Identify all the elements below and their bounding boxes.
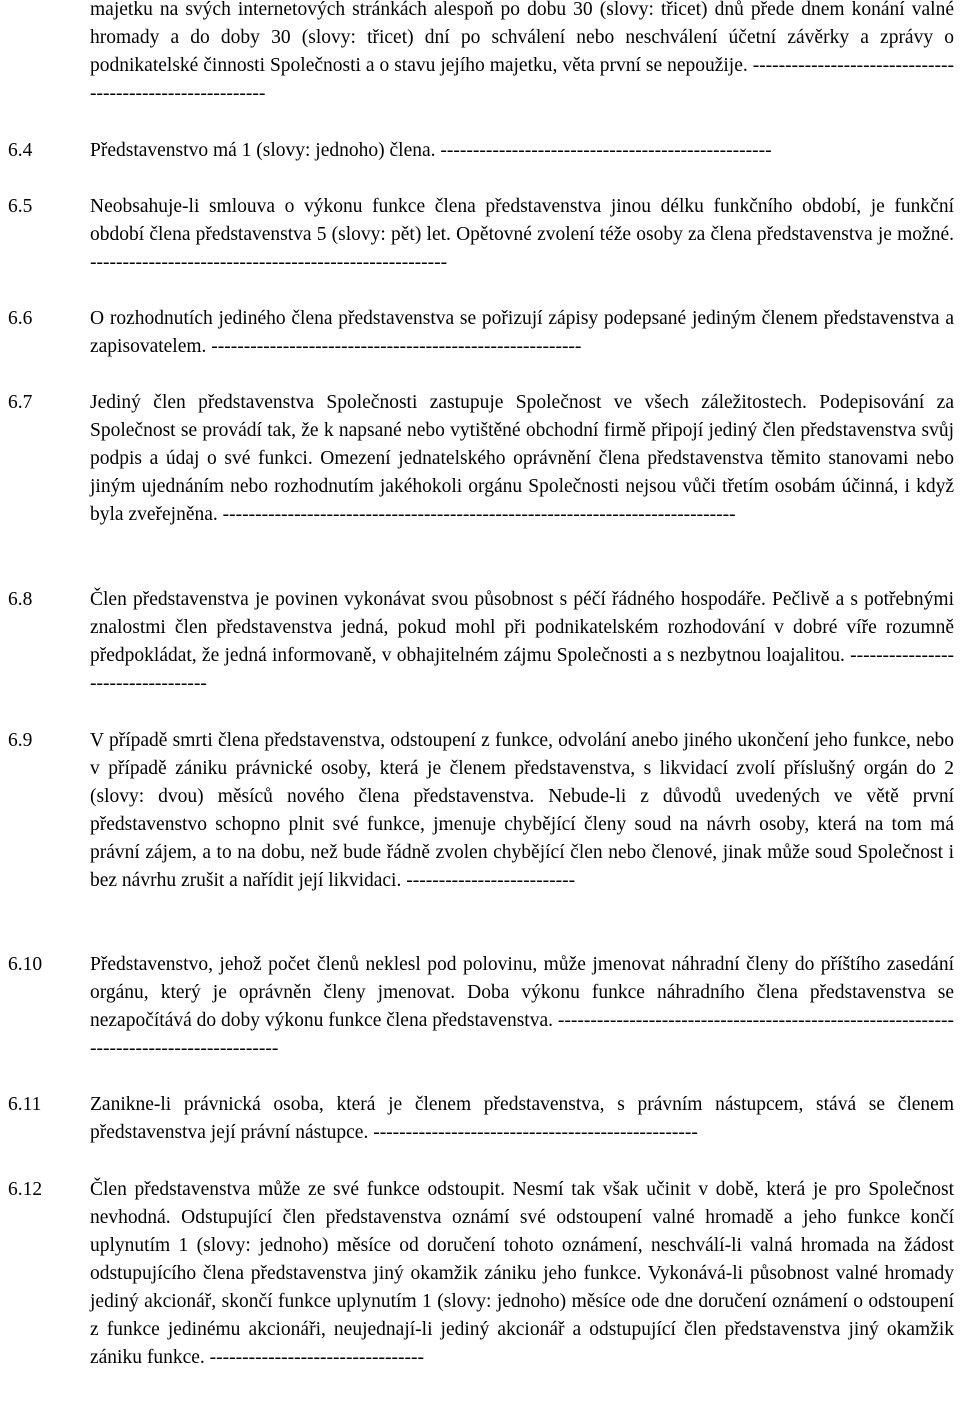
paragraph-text: majetku na svých internetových stránkách alespoň po dobu 30 (slovy: třicet) dnů přede dnem konání valné hromady a do doby 30 (slovy: třicet) dní po schválení nebo neschválení účetní závěrky a zprávy o podnikatelské činnosti Společnosti a o stavu jejího majetku, věta první se nepoužije. ---------------------------------------------------------- — [90, 0, 954, 104]
paragraph-6-11 — [0, 1091, 954, 1147]
paragraph-text: V případě smrti člena představenstva, odstoupení z funkce, odvolání anebo jiného ukončení jeho funkce, nebo v případě zániku právnické osoby, která je členem představenstva, s likvidací zvolí příslušný orgán do 2 (slovy: dvou) měsíců nového člena představenstva. Nebude-li z důvodů uvedených ve větě první představenstvo schopno plnit své funkce, jmenuje chybějící členy soud na návrh osoby, která na tom má právní zájem, a to na dobu, než bude řádně zvolen chybějící člen nebo členové, jinak může soud Společnost i bez návrhu zrušit a nařídit její likvidaci. -------------------------- — [90, 730, 954, 891]
paragraph-text: Představenstvo má 1 (slovy: jednoho) člena. --------------------------------------------------- — [90, 140, 772, 161]
paragraph-number: 6.7 — [8, 392, 33, 413]
paragraph-number: 6.6 — [8, 308, 33, 329]
paragraph-text: Neobsahuje-li smlouva o výkonu funkce člena představenstva jinou délku funkčního období, je funkční období člena představenstva 5 (slovy: pět) let. Opětovné zvolení téže osoby za člena představenstva je možné. ------------------------------------------------------- — [90, 196, 954, 273]
paragraph-6-7 — [0, 389, 954, 529]
paragraph-6-8 — [0, 586, 954, 698]
paragraph-6-9 — [0, 727, 954, 895]
paragraph-number: 6.5 — [8, 196, 33, 217]
paragraph-6-12 — [0, 1176, 954, 1372]
paragraph-text: Člen představenstva může ze své funkce odstoupit. Nesmí tak však učinit v době, která je pro Společnost nevhodná. Odstupující člen představenstva oznámí své odstoupení valné hromadě a jeho funkce končí uplynutím 1 (slovy: jednoho) měsíce od doručení tohoto oznámení, neschválí-li valná hromada na žádost odstupujícího člena představenstva jiný okamžik zániku jeho funkce. Vykonává-li působnost valné hromady jediný akcionář, skončí funkce uplynutím 1 (slovy: jednoho) měsíce ode dne doručení oznámení o odstoupení z funkce jedinému akcionáři, neujednají-li jediný akcionář a odstupující člen představenstva jiný okamžik zániku funkce. --------------------------------- — [90, 1179, 954, 1368]
paragraph-6-6 — [0, 305, 954, 361]
paragraph-text: Představenstvo, jehož počet členů neklesl pod polovinu, může jmenovat náhradní členy do příštího zasedání orgánu, který je oprávněn členy jmenovat. Doba výkonu funkce náhradního člena představenstva se nezapočítává do doby výkonu funkce člena představenstva. ------------------------------------------------------------------------------------------ — [90, 954, 954, 1059]
paragraph-6-10 — [0, 951, 954, 1063]
paragraph-6-4 — [0, 137, 954, 165]
paragraph-text: Jediný člen představenstva Společnosti zastupuje Společnost ve všech záležitostech. Podepisování za Společnost se provádí tak, že k napsané nebo vytištěné obchodní firmě připojí jediný člen představenstva svůj podpis a údaj o své funkci. Omezení jednatelského oprávnění člena představenstva těmito stanovami nebo jiným ujednáním nebo rozhodnutím jakéhokoli orgánu Společnosti nejsou vůči třetím osobám účinná, i když byla zveřejněna. ------------------------------------------------------------------------------- — [90, 392, 954, 525]
paragraph-text: O rozhodnutích jediného člena představenstva se pořizují zápisy podepsané jediným členem představenstva a zapisovatelem. --------------------------------------------------------- — [90, 308, 954, 357]
paragraph-text: Zanikne-li právnická osoba, která je členem představenstva, s právním nástupcem, stává se členem představenstva její právní nástupce. -------------------------------------------------- — [90, 1094, 954, 1143]
paragraph-number: 6.12 — [8, 1179, 43, 1200]
paragraph-number: 6.9 — [8, 730, 33, 751]
paragraph-continuation — [0, 0, 954, 108]
paragraph-number: 6.11 — [8, 1094, 42, 1115]
paragraph-number: 6.8 — [8, 589, 33, 610]
paragraph-text: Člen představenstva je povinen vykonávat svou působnost s péčí řádného hospodáře. Pečlivě a s potřebnými znalostmi člen představenstva jedná, pokud mohl při podnikatelském rozhodování v dobré víře rozumně předpokládat, že jedná informovaně, v obhajitelném zájmu Společnosti a s nezbytnou loajalitou. ---------------------------------- — [90, 589, 954, 694]
paragraph-number: 6.10 — [8, 954, 43, 975]
paragraph-number: 6.4 — [8, 140, 33, 161]
paragraph-6-5 — [0, 193, 954, 277]
